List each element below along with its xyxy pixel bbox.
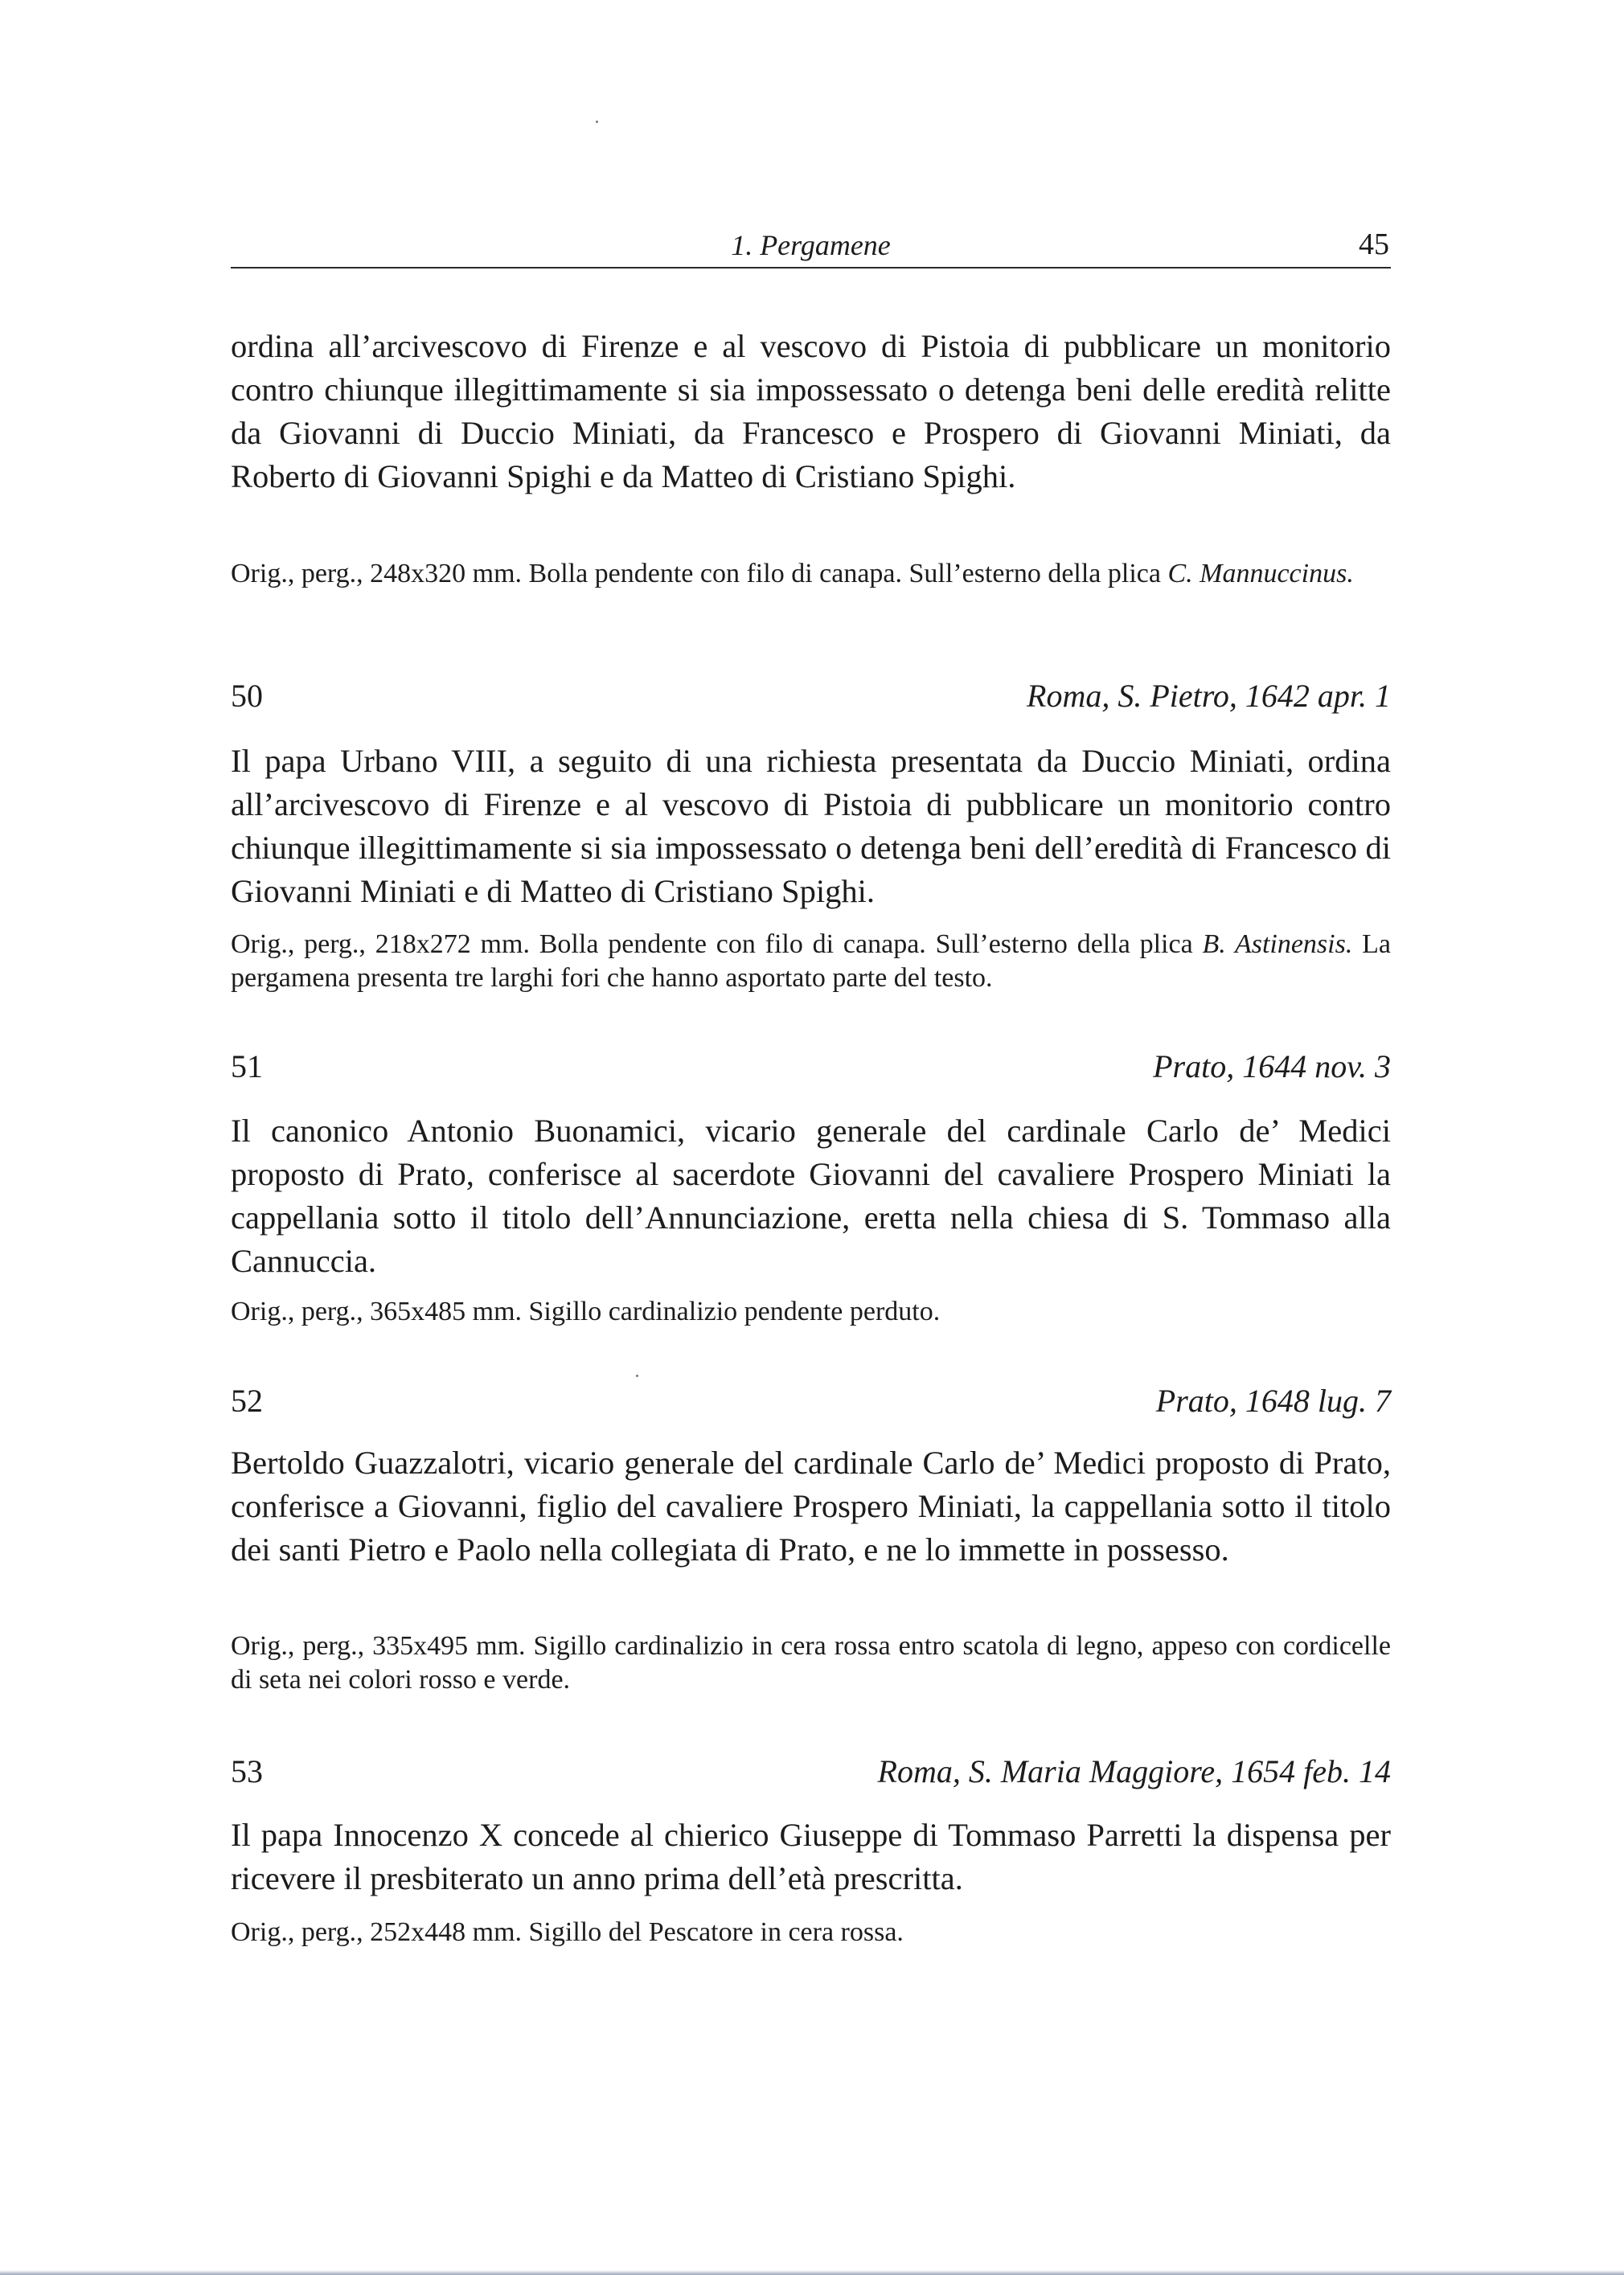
entry-body (231, 1441, 1391, 1572)
note-italic: C. Mannuccinus. (1167, 559, 1354, 588)
entry-body (231, 1814, 1391, 1900)
entry-note (231, 928, 1391, 995)
entry-heading (231, 1752, 1391, 1796)
entry-date: Roma, S. Maria Maggiore, 1654 feb. 14 (877, 1753, 1391, 1789)
scan-speck (596, 121, 598, 123)
entry-heading (231, 1047, 1391, 1091)
scan-speck (636, 1375, 638, 1377)
entry-note-block (231, 1629, 1391, 1697)
entry-note-block (231, 928, 1391, 995)
entry-note: Orig., perg., 252x448 mm. Sigillo del Pescatore in cera rossa. (231, 1917, 904, 1947)
entry-heading (231, 1382, 1391, 1425)
entry-text: ordina all’arcivescovo di Firenze e al vescovo di Pistoia di pubblicare un monitorio contro chiunque illegittimamente si sia impossessato o detenga beni delle eredità relitte da Giovanni di Duccio Miniati, da Francesco e Prospero di Giovanni Miniati, da Roberto di Giovanni Spighi e da Matteo di Cristiano Spighi. (231, 328, 1391, 494)
entry-number: 53 (231, 1753, 263, 1789)
running-head (231, 227, 1391, 268)
entry-text: Bertoldo Guazzalotri, vicario generale del cardinale Carlo de’ Medici proposto di Prato, conferisce a Giovanni, figlio del cavaliere Prospero Miniati, la cappellania sotto il titolo dei santi Pietro e Paolo nella collegiata di Prato, e ne lo immette in possesso. (231, 1445, 1391, 1568)
entry-number: 52 (231, 1383, 263, 1419)
page-number: 45 (1359, 228, 1389, 261)
note-text: Orig., perg., 218x272 mm. Bolla pendente con filo di canapa. Sull’esterno della plica (231, 929, 1203, 959)
running-title: 1. Pergamene (731, 229, 891, 261)
note-italic: B. Astinensis. (1202, 929, 1353, 959)
entry-note: Orig., perg., 365x485 mm. Sigillo cardinalizio pendente perduto. (231, 1297, 941, 1326)
entry-date: Prato, 1644 nov. 3 (1153, 1048, 1391, 1084)
note-tail: La pergamena presenta tre larghi fori che hanno asportato parte del testo. (231, 929, 1392, 993)
entry-body (231, 1109, 1391, 1283)
entry-note-block (231, 1295, 1391, 1329)
entry-text: Il papa Urbano VIII, a seguito di una richiesta presentata da Duccio Miniati, ordina all’arcivescovo di Firenze e al vescovo di Pistoia di pubblicare un monitorio contro chiunque illegittimamente si sia impossessato o detenga beni dell’eredità di Francesco di Giovanni Miniati e di Matteo di Cristiano Spighi. (231, 743, 1391, 909)
entry-note-block (231, 1916, 1391, 1949)
entry-note (231, 557, 1391, 591)
entry-text: Il canonico Antonio Buonamici, vicario generale del cardinale Carlo de’ Medici proposto di Prato, conferisce al sacerdote Giovanni del cavaliere Prospero Miniati la cappellania sotto il titolo dell’Annunciazione, eretta nella chiesa di S. Tommaso alla Cannuccia. (231, 1113, 1391, 1279)
entry-body (231, 740, 1391, 913)
entry-number: 51 (231, 1048, 263, 1084)
entry-text: Il papa Innocenzo X concede al chierico Giuseppe di Tommaso Parretti la dispensa per ricevere il presbiterato un anno prima dell’età prescritta. (231, 1817, 1391, 1896)
note-text: Orig., perg., 248x320 mm. Bolla pendente con filo di canapa. Sull’esterno della plica (231, 559, 1168, 588)
entry-date: Roma, S. Pietro, 1642 apr. 1 (1027, 678, 1391, 714)
entry-date: Prato, 1648 lug. 7 (1155, 1383, 1391, 1419)
entry-number: 50 (231, 678, 263, 714)
entry-note: Orig., perg., 335x495 mm. Sigillo cardinalizio in cera rossa entro scatola di legno, appeso con cordicelle di seta nei colori rosso e verde. (231, 1631, 1391, 1695)
continuation-block (231, 325, 1391, 498)
continuation-note-block (231, 557, 1391, 591)
entry-heading (231, 677, 1391, 720)
scan-edge (0, 2270, 1624, 2275)
